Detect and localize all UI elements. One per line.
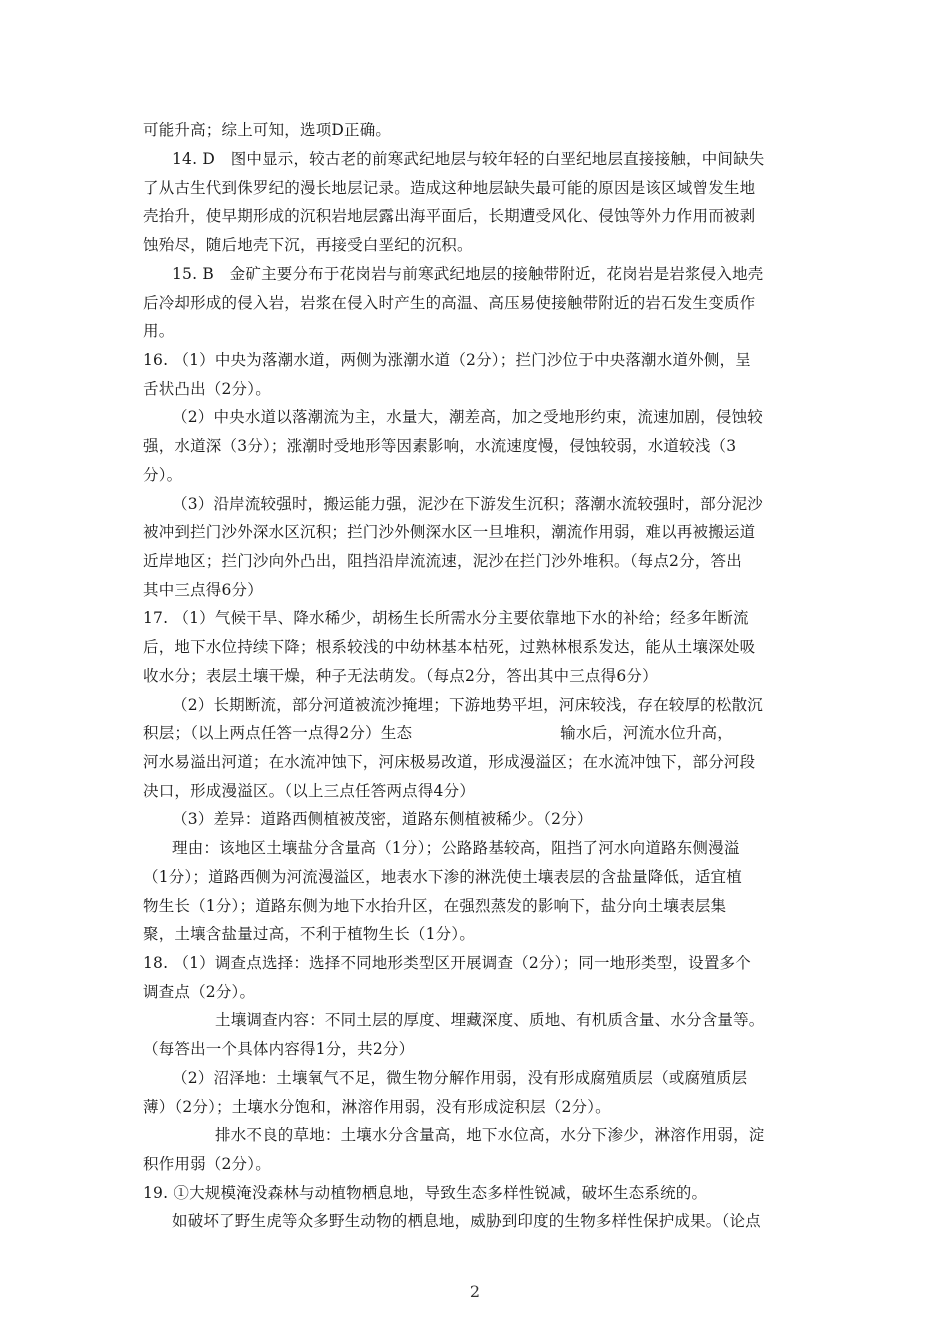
text-line: 17. （1）气候干旱、降水稀少，胡杨生长所需水分主要依靠地下水的补给；经多年断流 (143, 609, 749, 627)
text-line: （3）沿岸流较强时，搬运能力强，泥沙在下游发生沉积；落潮水流较强时，部分泥沙 (172, 495, 763, 513)
text-line: 强，水道深（3分）；涨潮时受地形等因素影响，水流速度慢，侵蚀较弱，水道较浅（3 (143, 437, 737, 455)
text-line: （2）沼泽地：土壤氧气不足，微生物分解作用弱，没有形成腐殖质层（或腐殖质层 (172, 1069, 748, 1087)
text-line-with-gap (143, 719, 813, 747)
text-line: 蚀殆尽，随后地壳下沉，再接受白垩纪的沉积。 (143, 236, 473, 254)
text-line: 河水易溢出河道；在水流冲蚀下，河床极易改道，形成漫溢区；在水流冲蚀下，部分河段 (143, 753, 756, 771)
text-line: 排水不良的草地：土壤水分含量高，地下水位高，水分下渗少，淋溶作用弱，淀 (215, 1126, 765, 1144)
text-line: 土壤调查内容：不同土层的厚度、埋藏深度、质地、有机质含量、水分含量等。 (215, 1011, 765, 1029)
text-line: 后，地下水位持续下降；根系较浅的中幼林基本枯死，过熟林根系发达，能从土壤深处吸 (143, 638, 756, 656)
text-line: （2）中央水道以落潮流为主，水量大，潮差高，加之受地形约束，流速加剧，侵蚀较 (172, 408, 763, 426)
text-segment: 输水后，河流水位升高， (560, 724, 733, 742)
text-line: （每答出一个具体内容得1分，共2分） (143, 1040, 415, 1058)
text-line: 舌状凸出（2分）。 (143, 380, 271, 398)
page-number: 2 (469, 1282, 481, 1301)
text-line: （3）差异：道路西侧植被茂密，道路东侧植被稀少。（2分） (172, 810, 593, 828)
text-line: 近岸地区；拦门沙向外凸出，阻挡沿岸流流速，泥沙在拦门沙外堆积。（每点2分，答出 (143, 552, 742, 570)
text-line: 理由：该地区土壤盐分含量高（1分）；公路路基较高，阻挡了河水向道路东侧漫溢 (172, 839, 740, 857)
text-line: （2）长期断流，部分河道被流沙掩埋；下游地势平坦，河床较浅，存在较厚的松散沉 (172, 696, 763, 714)
text-line: 如破坏了野生虎等众多野生动物的栖息地，威胁到印度的生物多样性保护成果。（论点 (172, 1212, 761, 1230)
text-line: 壳抬升，使早期形成的沉积岩地层露出海平面后，长期遭受风化、侵蚀等外力作用而被剥 (143, 207, 756, 225)
text-line: 分）。 (143, 466, 183, 484)
text-line: 了从古生代到侏罗纪的漫长地层记录。造成这种地层缺失最可能的原因是该区域曾发生地 (143, 179, 756, 197)
text-line: 物生长（1分）；道路东侧为地下水抬升区，在强烈蒸发的影响下，盐分向土壤表层集 (143, 897, 727, 915)
text-segment: 积层；（以上两点任答一点得2分）生态 (143, 724, 413, 742)
text-line: 薄）（2分）；土壤水分饱和，淋溶作用弱，没有形成淀积层（2分）。 (143, 1098, 611, 1116)
text-line: 16. （1）中央为落潮水道，两侧为涨潮水道（2分）；拦门沙位于中央落潮水道外侧，呈 (143, 351, 751, 369)
text-line: 18. （1）调查点选择：选择不同地形类型区开展调查（2分）；同一地形类型，设置多个 (143, 954, 751, 972)
text-line: 后冷却形成的侵入岩，岩浆在侵入时产生的高温、高压易使接触带附近的岩石发生变质作 (143, 294, 756, 312)
text-line: （1分）；道路西侧为河流漫溢区，地表水下渗的淋洗使土壤表层的含盐量降低，适宜植 (143, 868, 742, 886)
text-line: 可能升高；综上可知，选项D正确。 (143, 121, 392, 139)
text-line: 收水分；表层土壤干燥，种子无法萌发。（每点2分，答出其中三点得6分） (143, 667, 658, 685)
text-line: 14. D 图中显示，较古老的前寒武纪地层与较年轻的白垩纪地层直接接触，中间缺失 (172, 150, 765, 168)
text-line: 其中三点得6分） (143, 581, 263, 599)
text-line: 聚，土壤含盐量过高，不利于植物生长（1分）。 (143, 925, 476, 943)
text-line: 积作用弱（2分）。 (143, 1155, 271, 1173)
text-line: 调查点（2分）。 (143, 983, 256, 1001)
text-line: 决口，形成漫溢区。（以上三点任答两点得4分） (143, 782, 476, 800)
text-line: 19. ①大规模淹没森林与动植物栖息地，导致生态多样性锐减，破坏生态系统的。 (143, 1184, 708, 1202)
text-line: 15. B 金矿主要分布于花岗岩与前寒武纪地层的接触带附近，花岗岩是岩浆侵入地壳 (172, 265, 764, 283)
text-line: 被冲到拦门沙外深水区沉积；拦门沙外侧深水区一旦堆积，潮流作用弱，难以再被搬运道 (143, 523, 756, 541)
text-line: 用。 (143, 322, 175, 340)
